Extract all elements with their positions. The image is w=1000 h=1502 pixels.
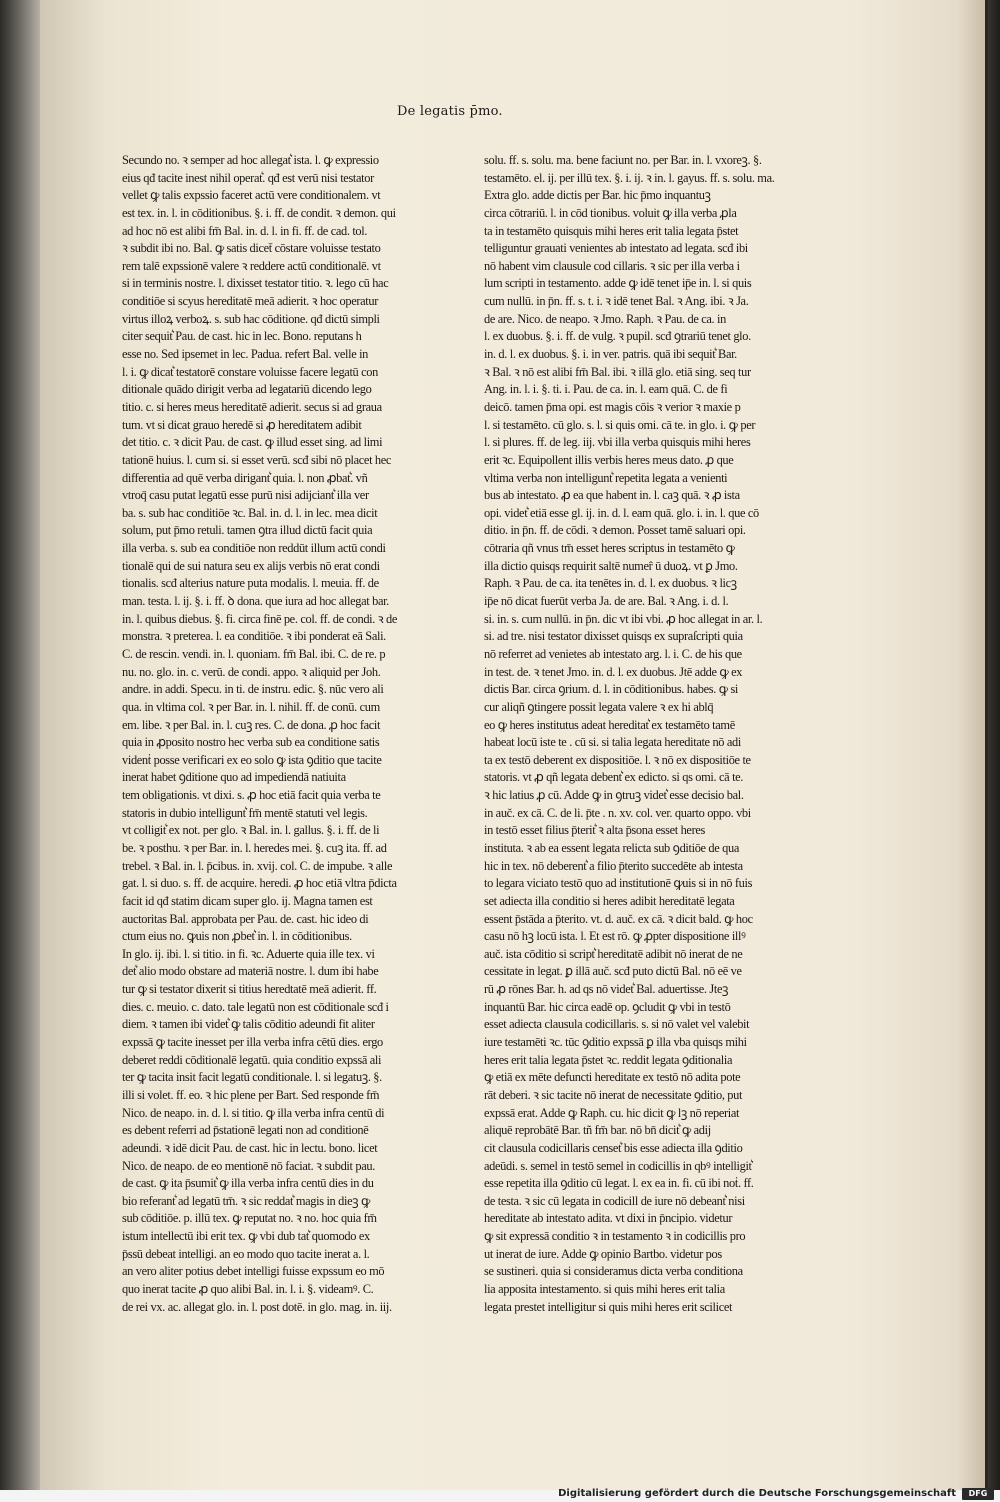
text-line: illa dictio quisqs requirit saltē numeȓ ū duoꝝ. vt ꝑ Jmo. xyxy=(484,558,738,573)
text-line: ꝙ sit expressā conditio ꝛ in testamento ꝛ in codicillis pro xyxy=(484,1229,746,1244)
text-line: ꝛ subdit ibi no. Bal. ꝙ satis dicet̄ cōstare voluisse testato xyxy=(122,241,381,256)
text-line: expssā erat. Adde ꝙ Raph. cu. hic dicit ꝙ lꝫ nō reperiat xyxy=(484,1105,740,1120)
text-line: illi si volet. ff. eo. ꝛ hic plene per Bart. Sed responde fm̄ xyxy=(122,1087,380,1102)
text-line: p̄ssū debeat intelligi. an eo modo quo tacite inerat a. l. xyxy=(122,1246,370,1261)
text-line: ad hoc nō est alibi fm̄ Bal. in. d. l. in fi. ff. de cad. tol. xyxy=(122,223,368,238)
text-line: iure testamēti ꝛc. tūc ꝯditio expssā ꝑ illa vba quisqs mihi xyxy=(484,1035,747,1050)
text-line: in test. de. ꝛ tenet Jmo. in. d. l. ex duobus. Jtē adde ꝙ ex xyxy=(484,664,743,679)
text-line: differentia ad quē verba dirigant͛ quia. l. non ꝓbat͛. vñ xyxy=(122,470,368,485)
text-line: circa cōtrariū. l. in cōd tionibus. voluit ꝙ illa verba ꝓla xyxy=(484,205,737,220)
text-line: tur ꝙ si testator dixerit si titius heredtatē meā adierit. ff. xyxy=(122,982,377,997)
text-line: rāt deberi. ꝛ sic tacite nō inerat de necessitate ꝯditio, put xyxy=(484,1087,743,1102)
text-line: erit ꝛc. Equipollent illis verbis heres meus dato. ꝓ que xyxy=(484,452,734,467)
text-line: diem. ꝛ tamen ibi videt͛ ꝙ talis cōditio adeundi fit aliter xyxy=(122,1017,375,1032)
text-line: bio referant͛ ad legatū tm̄. ꝛ sic reddat͛ magis in dieꝫ ꝙ xyxy=(122,1193,370,1208)
text-line: opi. videt͛ etiā esse gl. ij. in. d. l. eam quā. glo. i. in. l. que cō xyxy=(484,505,759,520)
text-line: ter ꝙ tacita insit facit legatū conditionale. l. si legatuꝫ. §. xyxy=(122,1070,382,1085)
text-line: ditio. in p̄n. ff. de cōdi. ꝛ demon. Posset tamē saluari opi. xyxy=(484,523,746,538)
text-line: tationē huius. l. cum si. si esset verū. scđ sibi nō placet hec xyxy=(122,452,392,467)
text-line: ta ex testō deberent ex dispositiōe. l. ꝛ nō ex dispositiōe te xyxy=(484,752,751,767)
text-line: Raph. ꝛ Pau. de ca. ita tenētes in. d. l. ex duobus. ꝛ licꝫ xyxy=(484,576,737,591)
text-line: virtus illoꝝ verboꝝ. s. sub hac cōditione. qđ dictū simpli xyxy=(122,311,380,326)
text-line: in. d. l. ex duobus. §. i. in ver. patris. quā ibi sequit͛ Bar. xyxy=(484,347,737,362)
text-line: instituta. ꝛ ab ea essent legata relicta sub ꝯditiōe de qua xyxy=(484,840,740,855)
dfg-logo: DFG xyxy=(962,1488,994,1500)
text-line: lum scripti in testamento. adde ꝙ idē tenet ip̄e in. l. si quis xyxy=(484,276,752,291)
text-line: in. l. quibus diebus. §. fi. circa finē pe. col. ff. de condi. ꝛ de xyxy=(122,611,398,626)
text-line: quo inerat tacite ꝓ quo alibi Bal. in. l. i. §. videamꝰ. C. xyxy=(122,1282,374,1296)
text-line: qua. in vltima col. ꝛ per Bar. in. l. nihil. ff. de conū. cum xyxy=(122,699,380,714)
text-line: de rei vx. ac. allegat glo. in. l. post dotē. in glo. mag. in. iij. xyxy=(122,1299,392,1314)
text-line: legata prestet intelligitur si quis mihi heres erit scilicet xyxy=(484,1299,733,1314)
text-line: adeundi. ꝛ idē dicit Pau. de cast. hic in lectu. bono. licet xyxy=(122,1140,378,1155)
text-line: si. in. s. cum nullū. in p̄n. dic vt ibi vbi. ꝓ hoc allegat in ar. l. xyxy=(484,611,763,626)
running-head: De legatis p̄mo. xyxy=(397,104,503,119)
text-line: titio. c. si heres meus hereditatē adierit. secus si ad graua xyxy=(122,399,382,414)
text-line: andre. in addi. Specu. in ti. de instru. edic. §. nūc vero ali xyxy=(122,682,384,697)
text-line: cōtraria qñ vnus tm̄ esset heres scriptus in testamēto ꝙ xyxy=(484,541,735,556)
footer-credit: Digitalisierung gefördert durch die Deutsche Forschungsgemeinschaft xyxy=(558,1488,956,1499)
text-line: conditiōe si scyus hereditatē meā adierit. ꝛ hoc operatur xyxy=(122,294,379,309)
text-line: deberet reddi cōditionalē legatū. quia conditio expssā ali xyxy=(122,1052,382,1067)
text-line: tionalis. scđ alterius nature puta modalis. l. meuia. ff. de xyxy=(122,576,379,591)
text-line: de are. Nico. de neapo. ꝛ Jmo. Raph. ꝛ Pau. de ca. in xyxy=(484,311,726,326)
text-line: ꝙ etiā ex mēte defuncti hereditate ex testō nō adita pote xyxy=(484,1070,741,1085)
text-line: tem obligationis. vt dixi. s. ꝓ hoc etiā facit quia verba te xyxy=(122,788,381,803)
text-line: vt colligit͛ ex not. per glo. ꝛ Bal. in. l. gallus. §. i. ff. de li xyxy=(122,823,380,838)
text-line: es debent referri ad p̄stationē legati non ad conditionē xyxy=(122,1123,369,1138)
text-line: esset adiecta clausula codicillaris. s. si nō valet vel valebit xyxy=(484,1017,750,1032)
text-line: illa verba. s. sub ea conditiōe non reddūt illum actū condi xyxy=(122,541,386,556)
text-line: casu nō hꝫ locū ista. l. Et est rō. ꝙ ꝓpter dispositione illꝰ xyxy=(484,929,746,944)
text-line: ditionale quādo dirigit verba ad legatariū dicendo lego xyxy=(122,382,372,397)
right-text-column xyxy=(484,152,796,1316)
text-line: rū ꝓ rōnes Bar. h. ad qs nō videt͛ Bal. aduertisse. Jteꝫ xyxy=(484,982,729,997)
text-line: det͛ alio modo obstare ad materiā nostre. l. dum ibi habe xyxy=(122,964,379,979)
text-line: cur aliqñ ꝯtingere possit legata valere ꝛ ex hi ablq̄ xyxy=(484,699,714,714)
text-line: ꝛ Bal. ꝛ nō est alibi fm̄ Bal. ibi. ꝛ illā glo. etiā sing. seq tur xyxy=(484,364,751,379)
text-line: sub cōditiōe. p. illū tex. ꝙ reputat no. ꝛ no. hoc quia fm̄ xyxy=(122,1211,377,1226)
text-line: habeat locū iste te . cū si. si talia legata hereditate nō adi xyxy=(484,735,741,750)
text-line: Nico. de neapo. in. d. l. si titio. ꝙ illa verba infra centū di xyxy=(122,1105,385,1120)
text-line: trebel. ꝛ Bal. in. l. p̄cibus. in. xvij. col. C. de impube. ꝛ alle xyxy=(122,858,393,873)
text-line: det titio. c. ꝛ dicit Pau. de cast. ꝙ illud esset sing. ad limi xyxy=(122,435,383,450)
text-line: vellet ꝙ talis expssio faceret actū vere conditionalem. vt xyxy=(122,188,381,203)
text-line: istum intellectū ibi erit tex. ꝙ vbi dub tat͛ quomodo ex xyxy=(122,1229,370,1244)
text-line: citer sequit͛ Pau. de cast. hic in lec. Bono. reputans h xyxy=(122,329,362,344)
text-line: videnṫ posse verificari ex eo solo ꝙ ista ꝯditio que tacite xyxy=(122,752,382,767)
text-line: expssā ꝙ tacite inesset per illa verba infra cētū dies. ergo xyxy=(122,1035,383,1050)
text-line: em. libe. ꝛ per Bal. in. l. cuꝫ res. C. de dona. ꝓ hoc facit xyxy=(122,717,381,732)
text-line: ip̄e nō dicat fuerūt verba Ja. de are. Bal. ꝛ Ang. i. d. l. xyxy=(484,594,729,609)
text-line: in testō esset filius p̄terit͛ ꝛ alta p̄sona esset heres xyxy=(484,823,705,838)
text-line: tionalē qui de sui natura seu ex alijs verbis nō erat condi xyxy=(122,558,380,573)
text-line: inquantū Bar. hic circa eadē op. ꝯcludit ꝙ vbi in testō xyxy=(484,999,731,1014)
text-line: ctum eius no. ꝙuis non ꝓbet͛ in. l. in cōditionibus. xyxy=(122,929,352,944)
text-line: an vero aliter potius debet intelligi fuisse expssum eo mō xyxy=(122,1264,385,1279)
text-line: de cast. ꝙ ita p̄sumit͛ ꝙ illa verba infra centū dies in du xyxy=(122,1176,374,1191)
text-line: heres erit talia legata p̄stet ꝛc. reddit legata ꝯditionalia xyxy=(484,1052,733,1067)
text-line: ꝛ hic latius ꝓ cū. Adde ꝙ in ꝯtruꝫ videt͛ esse decisio bal. xyxy=(484,788,744,803)
text-line: hic in tex. nō deberent͛ a filio p̄terito succedēte ab intesta xyxy=(484,858,743,873)
text-line: Nico. de neapo. de eo mentionē nō faciat. ꝛ subdit pau. xyxy=(122,1158,375,1173)
text-line: Ang. in. l. i. §. ti. i. Pau. de ca. in. l. eam quā. C. de fi xyxy=(484,382,728,397)
text-line: solum, put p̄mo retuli. tamen ꝯtra illud dictū facit quia xyxy=(122,523,373,538)
text-line: statoris in dubio intelligunt͛ fm̄ mentē statuti vel legis. xyxy=(122,805,368,820)
text-line: ba. s. sub hac conditiōe ꝛc. Bal. in. d. l. in lec. mea dicit xyxy=(122,505,378,520)
text-line: cum nullū. in p̄n. ff. s. t. i. ꝛ idē tenet Bal. ꝛ Ang. ibi. ꝛ Ja. xyxy=(484,294,749,309)
text-line: in auč. ex cā. C. de li. p̄te . n. xv. col. ver. quarto oppo. vbi xyxy=(484,805,751,820)
text-line: man. testa. l. ij. §. i. ff. ꝺ dona. que iura ad hoc allegat bar. xyxy=(122,594,389,609)
text-line: C. de rescin. vendi. in. l. quoniam. fm̄ Bal. ibi. C. de re. p xyxy=(122,646,386,661)
text-line: deicō. tamen p̄ma opi. est magis cōis ꝛ verior ꝛ maxie p xyxy=(484,399,741,414)
text-line: tum. vt si dicat grauo heredē si ꝓ hereditatem adibit xyxy=(122,417,362,432)
text-line: dies. c. meuio. c. dato. tale legatū non est cōditionale scđ i xyxy=(122,999,389,1014)
text-line: set adiecta illa conditio si heres adibit hereditatē legata xyxy=(484,893,735,908)
text-line: vltima verba non intelligunt͛ repetita legata a venienti xyxy=(484,470,728,485)
text-line: In glo. ij. ibi. l. si titio. in fi. ꝛc. Aduerte quia ille tex. vi xyxy=(122,946,375,961)
text-line: statoris. vt ꝓ qñ legata debent͛ ex edicto. si qs omi. cā te. xyxy=(484,770,744,785)
text-line: nu. no. glo. in. c. verū. de condi. appo. ꝛ aliquid per Joh. xyxy=(122,664,381,679)
text-line: ta in testamēto quisquis mihi heres erit talia legata p̄stet xyxy=(484,223,739,238)
text-line: Secundo no. ꝛ semper ad hoc allegat͛ ista. l. ꝙ expressio xyxy=(122,153,379,167)
text-line: ut inerat de iure. Adde ꝙ opinio Bartbo. videtur pos xyxy=(484,1246,722,1261)
text-line: est tex. in. l. in cōditionibus. §. i. ff. de condit. ꝛ demon. qui xyxy=(122,205,396,220)
text-line: auč. ista cōditio si script͛ hereditatē adibit nō inerat de ne xyxy=(484,946,743,961)
text-line: gat. l. si duo. s. ff. de acquire. heredi. ꝓ hoc etiā vltra p̄dicta xyxy=(122,876,397,891)
text-line: testamēto. el. ij. per illū tex. §. i. ij. ꝛ in. l. gayus. ff. s. solu. ma. xyxy=(484,170,775,185)
text-line: l. si plures. ff. de leg. iij. vbi illa verba quisquis mihi heres xyxy=(484,435,751,450)
text-line: l. i. ꝙ dicat͛ testatorē constare voluisse facere legatū con xyxy=(122,364,378,379)
text-line: be. ꝛ posthu. ꝛ per Bar. in. l. heredes mei. §. cuꝫ ita. ff. ad xyxy=(122,840,387,855)
text-line: nō habent vim clausule cod cillaris. ꝛ sic per illa verba i xyxy=(484,258,740,273)
text-line: monstra. ꝛ preterea. l. ea conditiōe. ꝛ ibi ponderat eā Sali. xyxy=(122,629,386,644)
text-line: de testa. ꝛ sic cū legata in codicill de iure nō debeant͛ nisi xyxy=(484,1193,745,1208)
text-line: l. ex duobus. §. i. ff. de vulg. ꝛ pupil. scđ ꝯtrariū tenet glo. xyxy=(484,329,751,344)
text-line: dictis Bar. circa ꝯrium. d. l. in cōditionibus. habes. ꝙ si xyxy=(484,682,739,697)
text-line: aliquē reprobātē Bar. tñ fm̄ bar. nō bn̄ dicit͛ ꝙ adij xyxy=(484,1123,711,1138)
text-line: hereditate ab intestato adita. vt dixi in p̄ncipio. videtur xyxy=(484,1211,733,1226)
text-line: solu. ff. s. solu. ma. bene faciunt no. per Bar. in. l. vxoreꝫ. §. xyxy=(484,153,762,167)
text-line: inerat habet ꝯditione quo ad impediendā natiuita xyxy=(122,770,346,785)
text-line: quia in ꝓposito nostro hec verba sub ea conditione satis xyxy=(122,735,380,750)
text-line: se sustineri. quia si consideramus dicta verba conditiona xyxy=(484,1264,743,1279)
text-line: auctoritas Bal. approbata per Pau. de. cast. hic ideo di xyxy=(122,911,369,926)
text-line: lia apposita intestamento. si quis mihi heres erit talia xyxy=(484,1282,725,1296)
text-line: cessitate in legat. ꝑ illā auč. scđ puto dictū Bal. nō eē ve xyxy=(484,964,742,979)
text-line: esse repetita illa ꝯditio cū legat. l. ex ea in. fi. cū ibi noṫ. ff. xyxy=(484,1176,754,1191)
text-line: nō referret ad venietes ab intestato arg. l. i. C. de his que xyxy=(484,646,742,661)
text-line: to legara viciato testō quo ad institutionē ꝙuis si in nō fuis xyxy=(484,876,753,891)
text-line: si. ad tre. nisi testator dixisset quisqs ex supraſcripti quia xyxy=(484,629,743,644)
left-text-column xyxy=(122,152,434,1316)
text-line: facit id qđ statim dicam super glo. ij. Magna tamen est xyxy=(122,893,373,908)
text-line: adeūdi. s. semel in testō semel in codicillis in qbꝰ intelligit͛ xyxy=(484,1158,752,1173)
text-line: Extra glo. adde dictis per Bar. hic p̄mo inquantuꝫ xyxy=(484,188,711,203)
text-line: eius qđ tacite inest nihil operat͛. qđ est verū nisi testator xyxy=(122,170,374,185)
text-line: essent p̄stāda a p̄terito. vt. d. auč. ex cā. ꝛ dicit bald. ꝙ hoc xyxy=(484,911,753,926)
text-line: eo ꝙ heres institutus adeat hereditat͛ ex testamēto tamē xyxy=(484,717,735,732)
text-line: l. si testamēto. cū glo. s. l. si quis omi. cā te. in glo. i. ꝙ per xyxy=(484,417,756,432)
text-line: bus ab intestato. ꝓ ea que habent in. l. caꝫ quā. ꝛ ꝓ ista xyxy=(484,488,740,503)
text-line: rem talē expssionē valere ꝛ reddere actū conditionalē. vt xyxy=(122,258,381,273)
text-line: si in terminis nostre. l. dixisset testator titio. ꝛ. lego cū hac xyxy=(122,276,389,291)
text-line: cit clausula codicillaris censet͛ bis esse adiecta illa ꝯditio xyxy=(484,1140,743,1155)
text-line: esse no. Sed ipsemet in lec. Padua. refert Bal. velle in xyxy=(122,347,369,362)
text-line: telliguntur grauati venientes ab intestato ad legata. scđ ibi xyxy=(484,241,748,256)
text-line: vtroq̄ casu putat legatū esse purū nisi adijciant͛ illa ver xyxy=(122,488,369,503)
